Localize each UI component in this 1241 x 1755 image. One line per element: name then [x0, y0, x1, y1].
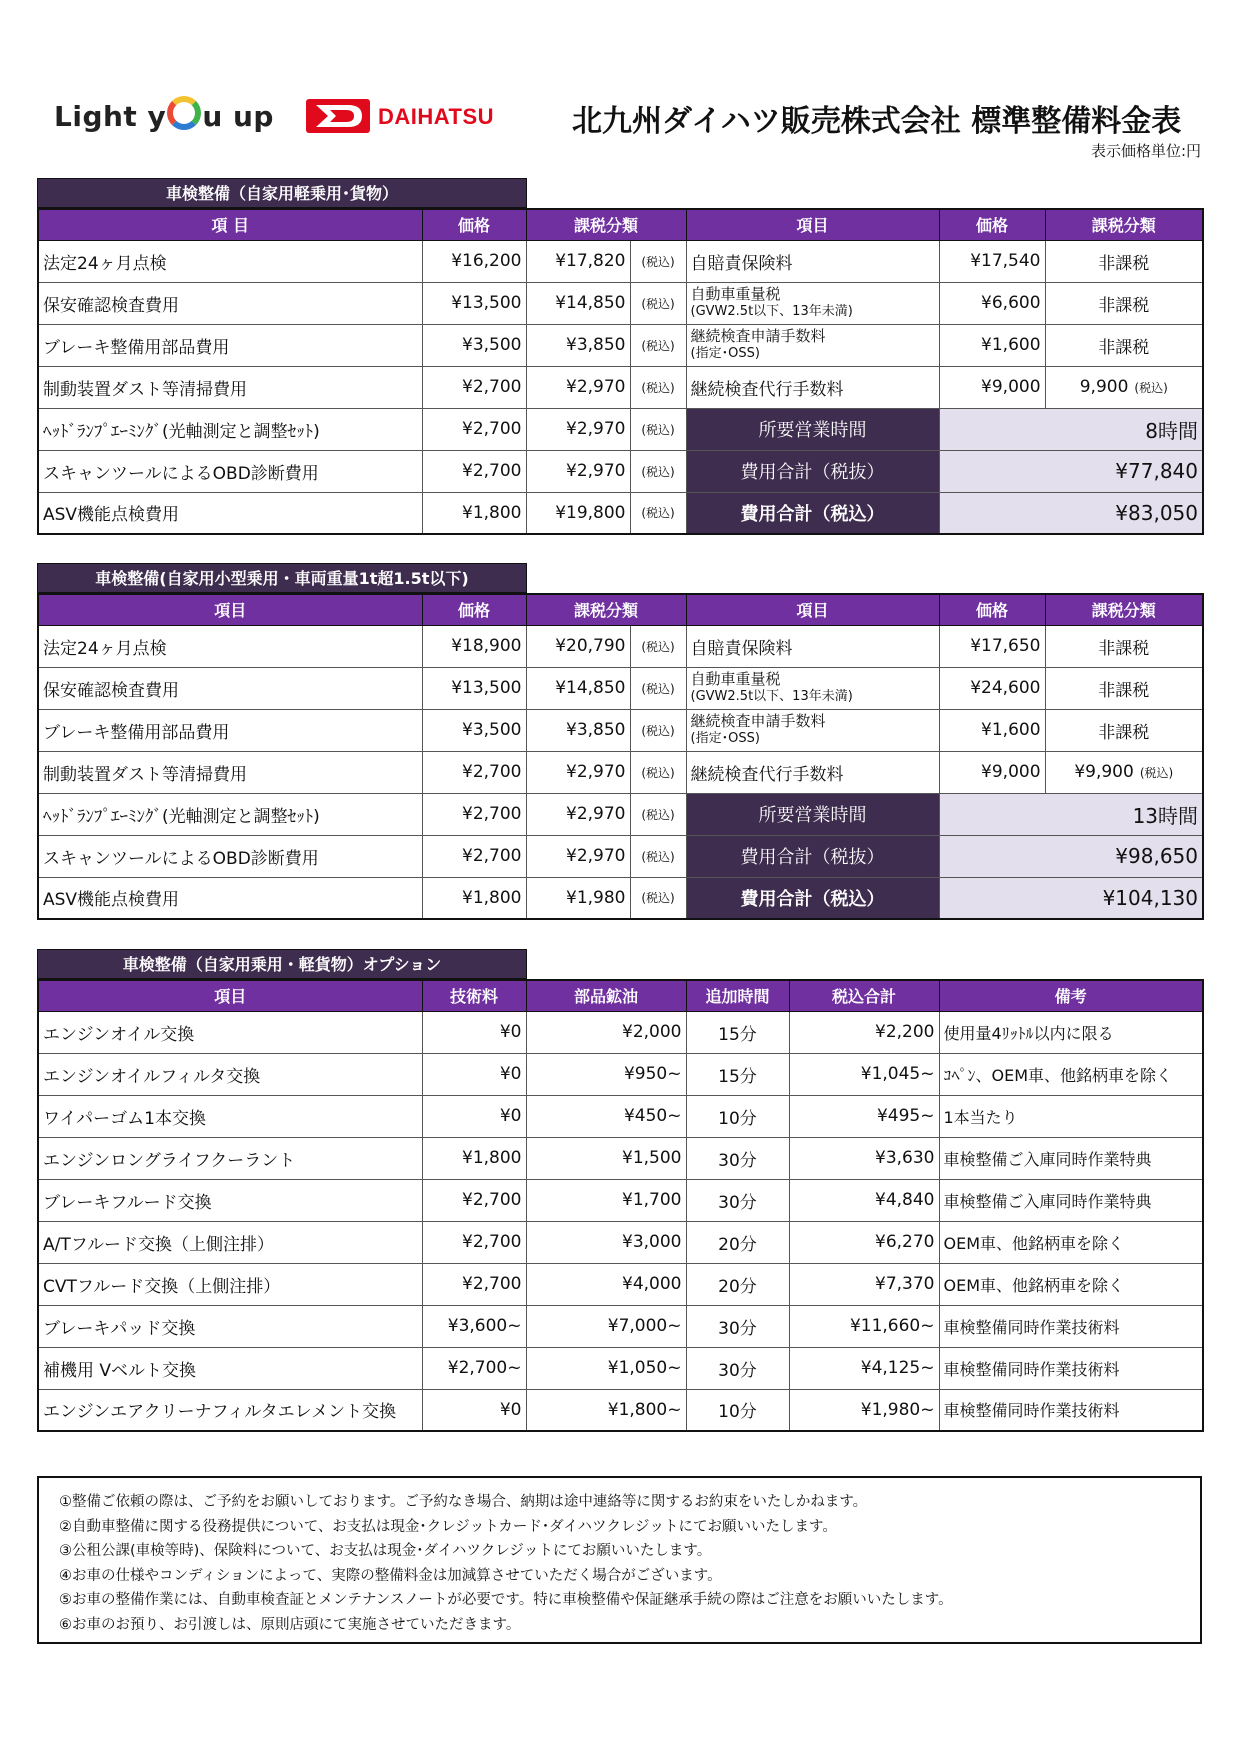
table-row — [38, 1263, 1203, 1305]
total-ex-label: 費用合計（税抜） — [686, 835, 939, 877]
item-name: 保安確認検査費用 — [38, 667, 422, 709]
right-item-tax — [1045, 240, 1203, 282]
tax-incl-label: (税込) — [630, 793, 686, 835]
tax-incl-label: (税込) — [1139, 766, 1174, 780]
option-item: エンジンオイル交換 — [38, 1011, 422, 1053]
right-item-label: 継続検査申請手数料 — [690, 327, 826, 345]
right-item-price: ¥17,540 — [939, 240, 1045, 282]
parts-fee: ¥7,000~ — [526, 1305, 686, 1347]
right-item-sub: (GVW2.5t以下、13年未満) — [690, 689, 853, 704]
right-tax-value: 非課税 — [1098, 337, 1150, 358]
right-item-tax — [1045, 625, 1203, 667]
section2-table — [37, 593, 1204, 920]
tax-incl-label: (税込) — [630, 450, 686, 492]
item-price: ¥2,700 — [422, 751, 526, 793]
item-name: ASV機能点検費用 — [38, 877, 422, 919]
table-row — [38, 324, 1203, 366]
taxed-total: ¥3,630 — [789, 1137, 939, 1179]
option-item: ブレーキフルード交換 — [38, 1179, 422, 1221]
table-row — [38, 450, 1203, 492]
right-tax-value: 非課税 — [1098, 638, 1150, 659]
tech-fee: ¥2,700 — [422, 1263, 526, 1305]
item-taxed-price: ¥2,970 — [526, 793, 630, 835]
right-item-price: ¥1,600 — [939, 709, 1045, 751]
table-row — [38, 793, 1203, 835]
col-item: 項 目 — [38, 209, 422, 240]
col-item-right: 項目 — [686, 594, 939, 625]
table-row — [38, 835, 1203, 877]
table-row — [38, 1137, 1203, 1179]
right-tax-value: 非課税 — [1098, 295, 1150, 316]
right-item-price: ¥1,600 — [939, 324, 1045, 366]
parts-fee: ¥450~ — [526, 1095, 686, 1137]
added-time: 30分 — [686, 1305, 789, 1347]
parts-fee: ¥950~ — [526, 1053, 686, 1095]
item-taxed-price: ¥2,970 — [526, 751, 630, 793]
total-in-label: 費用合計（税込） — [686, 492, 939, 534]
option-item: エンジンオイルフィルタ交換 — [38, 1053, 422, 1095]
daihatsu-brand: DAIHATSU — [378, 104, 495, 129]
parts-fee: ¥2,000 — [526, 1011, 686, 1053]
right-tax-value: 非課税 — [1098, 722, 1150, 743]
section3-title: 車検整備（自家用乗用・軽貨物）オプション — [37, 949, 527, 979]
item-price: ¥16,200 — [422, 240, 526, 282]
right-item-sub: (指定･OSS) — [690, 731, 760, 746]
table-row — [38, 1347, 1203, 1389]
item-taxed-price: ¥14,850 — [526, 667, 630, 709]
right-item-tax — [1045, 282, 1203, 324]
tech-fee: ¥0 — [422, 1053, 526, 1095]
tax-incl-label: (税込) — [630, 751, 686, 793]
option-item: CVTフルード交換（上側注排） — [38, 1263, 422, 1305]
right-item-price: ¥6,600 — [939, 282, 1045, 324]
item-name: ASV機能点検費用 — [38, 492, 422, 534]
right-item-label: 自動車重量税 — [690, 670, 781, 688]
right-item-label: 継続検査代行手数料 — [690, 379, 844, 400]
total-ex-value: ¥77,840 — [939, 450, 1203, 492]
right-item-price: ¥9,000 — [939, 366, 1045, 408]
right-item-sub: (指定･OSS) — [690, 346, 760, 361]
item-price: ¥18,900 — [422, 625, 526, 667]
taxed-total: ¥6,270 — [789, 1221, 939, 1263]
col-item: 項目 — [38, 594, 422, 625]
note-line: ③公租公課(車検等時)、保険料について、お支払は現金･ダイハツクレジットにてお願いいたします。 — [59, 1543, 712, 1559]
tech-fee: ¥1,800 — [422, 1137, 526, 1179]
remark: OEM車、他銘柄車を除く — [939, 1263, 1203, 1305]
hours-label: 所要営業時間 — [686, 793, 939, 835]
option-item: ブレーキパッド交換 — [38, 1305, 422, 1347]
item-name: ブレーキ整備用部品費用 — [38, 709, 422, 751]
taxed-total: ¥2,200 — [789, 1011, 939, 1053]
right-item-name — [686, 667, 939, 709]
table-row — [38, 1011, 1203, 1053]
item-taxed-price: ¥2,970 — [526, 408, 630, 450]
item-name: 法定24ヶ月点検 — [38, 240, 422, 282]
item-taxed-price: ¥2,970 — [526, 450, 630, 492]
col-tax: 課税分類 — [526, 209, 686, 240]
ring-logo-icon — [167, 96, 201, 130]
tech-fee: ¥0 — [422, 1011, 526, 1053]
item-taxed-price: ¥19,800 — [526, 492, 630, 534]
tech-fee: ¥0 — [422, 1389, 526, 1431]
item-taxed-price: ¥1,980 — [526, 877, 630, 919]
note-line: ②自動車整備に関する役務提供について、お支払は現金･クレジットカード･ダイハツクレジットにてお願いいたします。 — [59, 1518, 837, 1535]
parts-fee: ¥4,000 — [526, 1263, 686, 1305]
item-name: 保安確認検査費用 — [38, 282, 422, 324]
hours-label: 所要営業時間 — [686, 408, 939, 450]
note-line: ⑥お車のお預り、お引渡しは、原則店頭にて実施させていただきます。 — [59, 1616, 521, 1633]
right-item-label: 自賠責保険料 — [690, 638, 793, 659]
note-line: ①整備ご依頼の際は、ご予約をお願いしております。ご予約なき場合、納期は途中連絡等に関するお約束をいたしかねます。 — [59, 1494, 868, 1510]
item-taxed-price: ¥3,850 — [526, 709, 630, 751]
right-item-label: 継続検査申請手数料 — [690, 712, 826, 730]
item-name: ﾍｯﾄﾞﾗﾝﾌﾟｴｰﾐﾝｸﾞ(光軸測定と調整ｾｯﾄ) — [38, 408, 422, 450]
option-item: A/Tフルード交換（上側注排） — [38, 1221, 422, 1263]
table-row — [38, 751, 1203, 793]
item-price: ¥2,700 — [422, 835, 526, 877]
tax-incl-label: (税込) — [630, 324, 686, 366]
tax-incl-label: (税込) — [1134, 381, 1168, 395]
table-row — [38, 240, 1203, 282]
col-price-right: 価格 — [939, 209, 1045, 240]
section1-title: 車検整備（自家用軽乗用･貨物） — [37, 178, 527, 208]
item-name: ﾍｯﾄﾞﾗﾝﾌﾟｴｰﾐﾝｸﾞ(光軸測定と調整ｾｯﾄ) — [38, 793, 422, 835]
item-taxed-price: ¥2,970 — [526, 835, 630, 877]
table-row — [38, 408, 1203, 450]
table-row — [38, 1095, 1203, 1137]
item-price: ¥2,700 — [422, 366, 526, 408]
added-time: 15分 — [686, 1053, 789, 1095]
right-tax-value: 非課税 — [1098, 253, 1150, 274]
note-line: ④お車の仕様やコンディションによって、実際の整備料金は加減算させていただく場合がございます。 — [59, 1567, 722, 1584]
parts-fee: ¥1,800~ — [526, 1389, 686, 1431]
item-name: 制動装置ダスト等清掃費用 — [38, 366, 422, 408]
option-item: エンジンエアクリーナフィルタエレメント交換 — [38, 1389, 422, 1431]
taxed-total: ¥7,370 — [789, 1263, 939, 1305]
right-item-name — [686, 366, 939, 408]
taxed-total: ¥495~ — [789, 1095, 939, 1137]
taxed-total: ¥4,840 — [789, 1179, 939, 1221]
remark: 車検整備同時作業技術料 — [939, 1389, 1203, 1431]
table-row — [38, 1221, 1203, 1263]
col-price-right: 価格 — [939, 594, 1045, 625]
tax-incl-label: (税込) — [630, 709, 686, 751]
tech-fee: ¥2,700 — [422, 1179, 526, 1221]
tech-fee: ¥2,700 — [422, 1221, 526, 1263]
remark: 使用量4ﾘｯﾄﾙ以内に限る — [939, 1011, 1203, 1053]
tax-incl-label: (税込) — [630, 625, 686, 667]
added-time: 30分 — [686, 1179, 789, 1221]
added-time: 20分 — [686, 1263, 789, 1305]
table-row — [38, 667, 1203, 709]
tax-incl-label: (税込) — [630, 240, 686, 282]
daihatsu-mark-icon — [306, 99, 370, 133]
table-row — [38, 877, 1203, 919]
right-item-tax — [1045, 366, 1203, 408]
parts-fee: ¥3,000 — [526, 1221, 686, 1263]
parts-fee: ¥1,050~ — [526, 1347, 686, 1389]
right-item-name — [686, 709, 939, 751]
option-item: 補機用 Vベルト交換 — [38, 1347, 422, 1389]
added-time: 15分 — [686, 1011, 789, 1053]
col-tax-right: 課税分類 — [1045, 594, 1203, 625]
right-item-name — [686, 324, 939, 366]
added-time: 30分 — [686, 1347, 789, 1389]
section2-title: 車検整備(自家用小型乗用・車両重量1t超1.5t以下) — [37, 563, 527, 593]
tax-incl-label: (税込) — [630, 835, 686, 877]
unit-note: 表示価格単位:円 — [1090, 142, 1201, 160]
option-item: エンジンロングライフクーラント — [38, 1137, 422, 1179]
right-tax-value: 非課税 — [1098, 680, 1150, 701]
item-price: ¥1,800 — [422, 877, 526, 919]
notes-box — [37, 1476, 1202, 1644]
table-row — [38, 1305, 1203, 1347]
parts-fee: ¥1,700 — [526, 1179, 686, 1221]
tech-fee: ¥3,600~ — [422, 1305, 526, 1347]
right-tax-value: ¥9,900 — [1074, 762, 1134, 782]
right-item-label: 自動車重量税 — [690, 285, 781, 303]
parts-fee: ¥1,500 — [526, 1137, 686, 1179]
tax-incl-label: (税込) — [630, 408, 686, 450]
section1-table — [37, 208, 1204, 535]
right-item-name — [686, 240, 939, 282]
right-item-name — [686, 282, 939, 324]
right-item-sub: (GVW2.5t以下、13年未満) — [690, 304, 853, 319]
taxed-total: ¥11,660~ — [789, 1305, 939, 1347]
tax-incl-label: (税込) — [630, 492, 686, 534]
col-tech: 技術料 — [422, 980, 526, 1011]
col-total: 税込合計 — [789, 980, 939, 1011]
col-tax-right: 課税分類 — [1045, 209, 1203, 240]
right-item-name — [686, 751, 939, 793]
remark: 1本当たり — [939, 1095, 1203, 1137]
item-taxed-price: ¥17,820 — [526, 240, 630, 282]
item-taxed-price: ¥2,970 — [526, 366, 630, 408]
col-price: 価格 — [422, 209, 526, 240]
item-name: 法定24ヶ月点検 — [38, 625, 422, 667]
item-name: スキャンツールによるOBD診断費用 — [38, 835, 422, 877]
item-price: ¥1,800 — [422, 492, 526, 534]
item-price: ¥13,500 — [422, 282, 526, 324]
taxed-total: ¥1,045~ — [789, 1053, 939, 1095]
right-item-tax — [1045, 324, 1203, 366]
table-row — [38, 1053, 1203, 1095]
total-in-value: ¥104,130 — [939, 877, 1203, 919]
table-row — [38, 282, 1203, 324]
total-ex-label: 費用合計（税抜） — [686, 450, 939, 492]
col-item-right: 項目 — [686, 209, 939, 240]
remark: ｺﾍﾟﾝ、OEM車、他銘柄車を除く — [939, 1053, 1203, 1095]
added-time: 30分 — [686, 1137, 789, 1179]
right-item-label: 自賠責保険料 — [690, 253, 793, 274]
tax-incl-label: (税込) — [630, 667, 686, 709]
item-price: ¥3,500 — [422, 709, 526, 751]
item-name: 制動装置ダスト等清掃費用 — [38, 751, 422, 793]
remark: 車検整備同時作業技術料 — [939, 1347, 1203, 1389]
right-item-price: ¥24,600 — [939, 667, 1045, 709]
tech-fee: ¥0 — [422, 1095, 526, 1137]
note-line: ⑤お車の整備作業には、自動車検査証とメンテナンスノートが必要です。特に車検整備や保証継承手続の際はご注意をお願いいたします。 — [59, 1592, 953, 1608]
right-item-label: 継続検査代行手数料 — [690, 764, 844, 785]
item-taxed-price: ¥14,850 — [526, 282, 630, 324]
remark: 車検整備ご入庫同時作業特典 — [939, 1137, 1203, 1179]
col-price: 価格 — [422, 594, 526, 625]
tax-incl-label: (税込) — [630, 366, 686, 408]
page-title: 北九州ダイハツ販売株式会社 標準整備料金表 — [572, 104, 1182, 139]
item-price: ¥3,500 — [422, 324, 526, 366]
remark: 車検整備同時作業技術料 — [939, 1305, 1203, 1347]
table-row — [38, 366, 1203, 408]
table-row — [38, 492, 1203, 534]
total-ex-value: ¥98,650 — [939, 835, 1203, 877]
item-price: ¥2,700 — [422, 793, 526, 835]
right-item-tax — [1045, 709, 1203, 751]
col-tax: 課税分類 — [526, 594, 686, 625]
added-time: 10分 — [686, 1095, 789, 1137]
right-item-name — [686, 625, 939, 667]
item-taxed-price: ¥20,790 — [526, 625, 630, 667]
right-item-tax — [1045, 751, 1203, 793]
remark: 車検整備ご入庫同時作業特典 — [939, 1179, 1203, 1221]
table-row — [38, 625, 1203, 667]
tax-incl-label: (税込) — [630, 282, 686, 324]
added-time: 20分 — [686, 1221, 789, 1263]
taxed-total: ¥1,980~ — [789, 1389, 939, 1431]
hours-value: 13時間 — [939, 793, 1203, 835]
right-item-price: ¥9,000 — [939, 751, 1045, 793]
item-name: スキャンツールによるOBD診断費用 — [38, 450, 422, 492]
col-time: 追加時間 — [686, 980, 789, 1011]
right-tax-value: 9,900 — [1079, 377, 1129, 397]
item-price: ¥2,700 — [422, 408, 526, 450]
taxed-total: ¥4,125~ — [789, 1347, 939, 1389]
right-item-price: ¥17,650 — [939, 625, 1045, 667]
tech-fee: ¥2,700~ — [422, 1347, 526, 1389]
section3-table — [37, 979, 1204, 1432]
remark: OEM車、他銘柄車を除く — [939, 1221, 1203, 1263]
item-price: ¥13,500 — [422, 667, 526, 709]
total-in-value: ¥83,050 — [939, 492, 1203, 534]
col-note: 備考 — [939, 980, 1203, 1011]
item-taxed-price: ¥3,850 — [526, 324, 630, 366]
light-you-up-logo: Light y u up — [54, 96, 274, 133]
right-item-tax — [1045, 667, 1203, 709]
col-item: 項目 — [38, 980, 422, 1011]
total-in-label: 費用合計（税込） — [686, 877, 939, 919]
tax-incl-label: (税込) — [630, 877, 686, 919]
table-row — [38, 1179, 1203, 1221]
item-price: ¥2,700 — [422, 450, 526, 492]
hours-value: 8時間 — [939, 408, 1203, 450]
table-row — [38, 1389, 1203, 1431]
col-parts: 部品鉱油 — [526, 980, 686, 1011]
item-name: ブレーキ整備用部品費用 — [38, 324, 422, 366]
option-item: ワイパーゴム1本交換 — [38, 1095, 422, 1137]
table-row — [38, 709, 1203, 751]
added-time: 10分 — [686, 1389, 789, 1431]
